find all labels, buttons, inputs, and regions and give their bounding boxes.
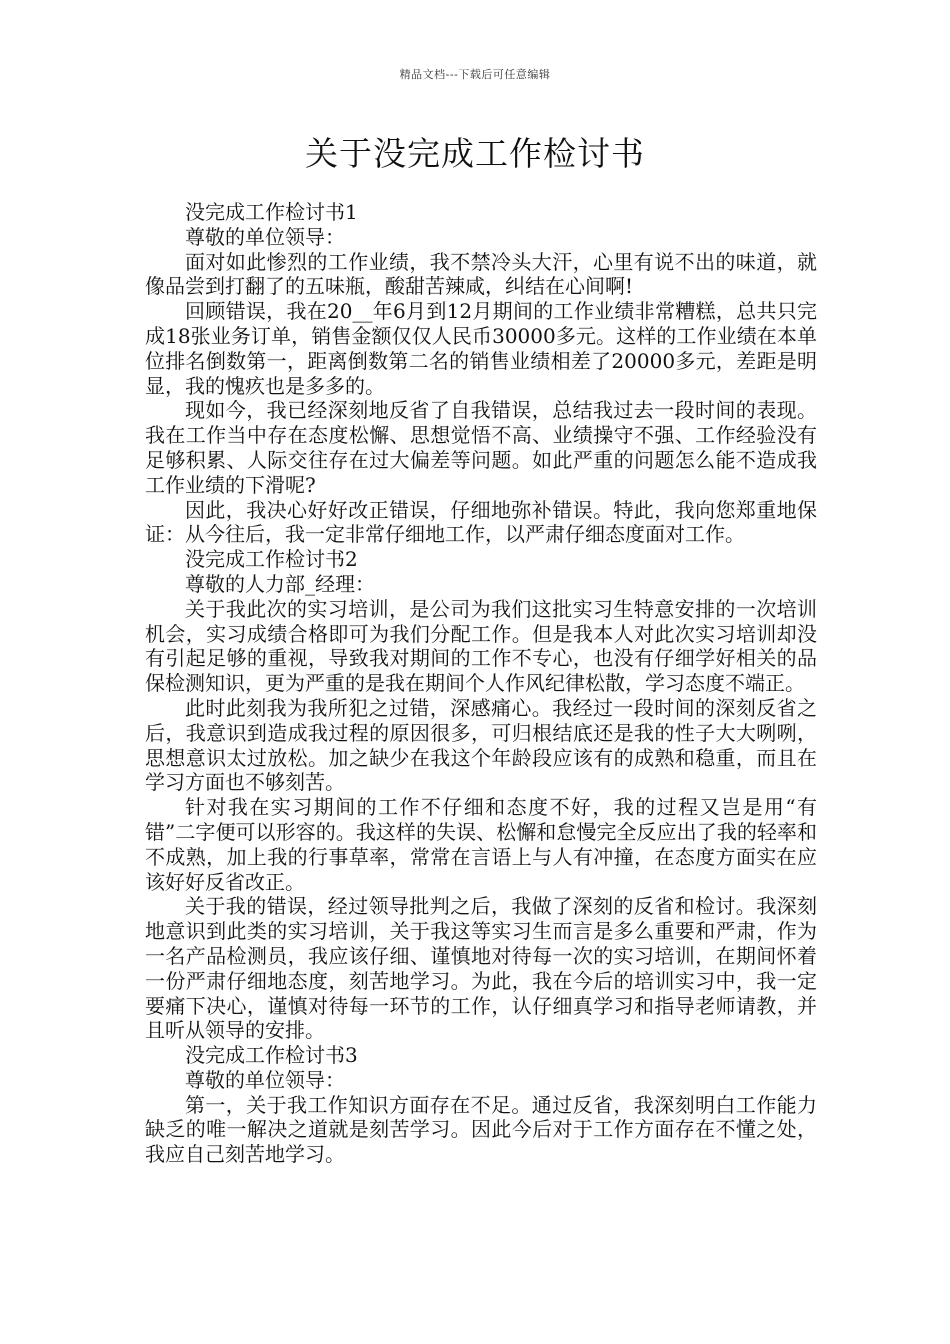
body-paragraph: 关于我的错误，经过领导批判之后，我做了深刻的反省和检讨。我深刻地意识到此类的实习培训，关于我这等实习生而言是多么重要和严肃，作为一名产品检测员，我应该仔细、谨慎地对待每一次的实习培训，在期间怀着一份严肃仔细地态度，刻苦地学习。为此，我在今后的培训实习中，我一定要痛下决心，谨慎对待每一环节的工作，认仔细真学习和指导老师请教，并且听从领导的安排。 bbox=[145, 894, 817, 1043]
document-title: 关于没完成工作检讨书 bbox=[305, 134, 645, 173]
section-heading-1: 没完成工作检讨书1 bbox=[185, 200, 358, 224]
body-paragraph: 现如今，我已经深刻地反省了自我错误，总结我过去一段时间的表现。我在工作当中存在态度松懈、思想觉悟不高、业绩操守不强、工作经验没有足够积累、人际交往存在过大偏差等问题。如此严重的问题怎么能不造成我工作业绩的下滑呢? bbox=[145, 398, 817, 497]
document-body bbox=[145, 200, 817, 1167]
salutation-2: 尊敬的人力部_经理： bbox=[185, 571, 375, 596]
salutation-1: 尊敬的单位领导： bbox=[185, 224, 345, 249]
section-heading-3: 没完成工作检讨书3 bbox=[185, 1043, 358, 1068]
body-paragraph: 第一，关于我工作知识方面存在不足。通过反省，我深刻明白工作能力缺乏的唯一解决之道就是刻苦学习。因此今后对于工作方面存在不懂之处，我应自己刻苦地学习。 bbox=[145, 1092, 817, 1167]
body-paragraph: 针对我在实习期间的工作不仔细和态度不好，我的过程又岂是用“有错”二字便可以形容的。我这样的失误、松懈和怠慢完全反应出了我的轻率和不成熟，加上我的行事草率，常常在言语上与人有冲撞，在态度方面实在应该好好反省改正。 bbox=[145, 795, 817, 894]
salutation-3: 尊敬的单位领导： bbox=[185, 1067, 345, 1092]
body-paragraph: 面对如此惨烈的工作业绩，我不禁冷头大汗，心里有说不出的味道，就像品尝到打翻了的五味瓶，酸甜苦辣咸，纠结在心间啊! bbox=[145, 249, 817, 299]
body-paragraph: 回顾错误，我在20__年6月到12月期间的工作业绩非常糟糕，总共只完成18张业务订单，销售金额仅仅人民币30000多元。这样的工作业绩在本单位排名倒数第一，距离倒数第二名的销售业绩相差了20000多元，差距是明显，我的愧疚也是多多的。 bbox=[145, 299, 817, 398]
body-paragraph: 因此，我决心好好改正错误，仔细地弥补错误。特此，我向您郑重地保证：从今往后，我一定非常仔细地工作，以严肃仔细态度面对工作。 bbox=[145, 497, 817, 547]
body-paragraph: 此时此刻我为我所犯之过错，深感痛心。我经过一段时间的深刻反省之后，我意识到造成我过程的原因很多，可归根结底还是我的性子大大咧咧，思想意识太过放松。加之缺少在我这个年龄段应该有的成熟和稳重，而且在学习方面也不够刻苦。 bbox=[145, 695, 817, 795]
body-paragraph: 关于我此次的实习培训，是公司为我们这批实习生特意安排的一次培训机会，实习成绩合格即可为我们分配工作。但是我本人对此次实习培训却没有引起足够的重视，导致我对期间的工作不专心，也没有仔细学好相关的品保检测知识，更为严重的是我在期间个人作风纪律松散，学习态度不端正。 bbox=[145, 596, 817, 696]
header-note: 精品文档---下载后可任意编辑 bbox=[399, 68, 551, 81]
section-heading-2: 没完成工作检讨书2 bbox=[185, 547, 358, 572]
